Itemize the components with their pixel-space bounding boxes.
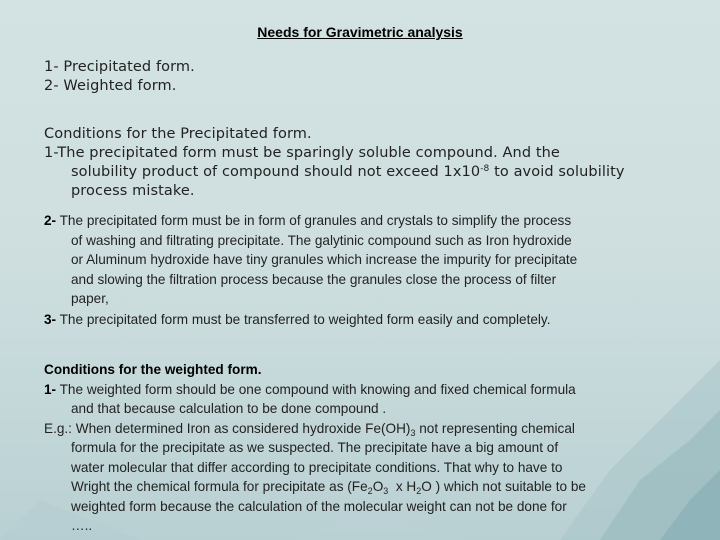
form-item-weighted: 2- Weighted form.	[44, 78, 177, 94]
precipitated-condition-2-line-2: of washing and filtrating precipitate. The galytinic compound such as Iron hydroxide	[71, 232, 572, 248]
weighted-heading-text: Conditions for the weighted form.	[44, 362, 262, 377]
precipitated-condition-1-line-2	[44, 163, 684, 182]
formula-part: O	[372, 479, 384, 494]
example-text: E.g.: When determined Iron as considered hydroxide Fe(OH)	[44, 420, 411, 436]
weighted-heading	[44, 360, 684, 380]
condition-number: 3-	[44, 311, 57, 327]
formula-part: Wright the chemical formula for precipitate as (Fe	[71, 479, 368, 494]
precipitated-condition-3	[44, 310, 684, 330]
hydroxide-subscript: 3	[410, 427, 416, 438]
example-line-4	[44, 477, 684, 497]
precipitated-condition-2	[44, 211, 684, 329]
precipitated-condition-2-line-5: paper,	[71, 291, 109, 306]
formula-subscript: 3	[383, 486, 389, 496]
example-line-2: formula for the precipitate as we suspected. The precipitate have a big amount of	[71, 440, 559, 455]
example-line-6: …..	[71, 518, 93, 533]
example-line-5: weighted form because the calculation of the molecular weight can not be done for	[71, 498, 567, 514]
formula-part: x H	[388, 479, 417, 494]
condition-text: The precipitated form must be transferred to weighted form easily and completely.	[56, 311, 551, 327]
ksp-exponent: -8	[480, 164, 490, 174]
example-line-1	[44, 419, 684, 439]
precipitated-condition-2-line-4: and slowing the filtration process because the granules close the process of filter	[71, 271, 557, 287]
precipitated-condition-1-line-1: 1-The precipitated form must be sparingly soluble compound. And the	[44, 145, 560, 161]
slide-title	[0, 24, 720, 40]
formula-part: O ) which not suitable to be	[421, 479, 586, 494]
weighted-conditions	[44, 360, 684, 536]
slide-title-text: Needs for Gravimetric analysis	[257, 24, 463, 40]
precipitated-conditions-intro	[44, 125, 684, 201]
example-line-3: water molecular that differ according to precipitate conditions. That why to have to	[71, 459, 563, 475]
ksp-text-end: to avoid solubility	[489, 164, 625, 180]
condition-number: 1-	[44, 381, 57, 397]
condition-text: The precipitated form must be in form of granules and crystals to simplify the process	[56, 213, 572, 228]
example-text-end: not representing chemical	[415, 420, 575, 436]
weighted-condition-1-line-2: and that because calculation to be done compound .	[71, 401, 387, 416]
formula-subscript: 2	[367, 486, 373, 496]
formula-subscript: 2	[416, 486, 422, 496]
weighted-condition-1-line-1	[44, 380, 684, 400]
condition-text: The weighted form should be one compound with knowing and fixed chemical formula	[56, 381, 576, 397]
precipitated-condition-2-line-3: or Aluminum hydroxide have tiny granules which increase the impurity for precipitate	[71, 252, 578, 267]
precipitated-condition-2-line-1	[44, 211, 684, 231]
forms-list	[44, 58, 684, 96]
ksp-text: solubility product of compound should not exceed 1x10	[71, 164, 481, 180]
condition-number: 2-	[44, 213, 57, 228]
precipitated-condition-1-line-3: process mistake.	[71, 183, 195, 199]
form-item-precipitated: 1- Precipitated form.	[44, 59, 195, 75]
precipitated-heading: Conditions for the Precipitated form.	[44, 126, 312, 142]
